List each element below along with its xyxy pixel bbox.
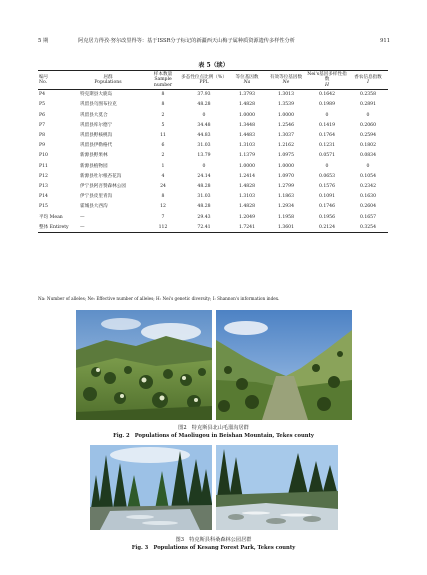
- table-cell: 1.0000: [277, 112, 295, 118]
- table-cell: P10: [39, 153, 48, 159]
- table-cell: 112: [146, 222, 180, 233]
- table-cell: 巩留县野核桃沟: [80, 133, 113, 139]
- table-cell: 72.41: [180, 222, 228, 233]
- table-cell: 1.2546: [277, 122, 295, 128]
- col-header-no: 编号 No.: [38, 71, 70, 90]
- table-cell: 1.0000: [277, 163, 295, 169]
- table-cell: 0.0571: [318, 153, 336, 159]
- table-row: [38, 212, 388, 222]
- table-row: [38, 100, 388, 110]
- table-cell: 0.2594: [359, 133, 377, 139]
- table-cell: 0.2604: [359, 204, 377, 210]
- table-cell: 1.3539: [277, 102, 295, 108]
- table-cell: P15: [39, 204, 48, 210]
- table-cell: 巩留县库尔德宁: [80, 122, 113, 128]
- table-cell: 37.93: [197, 92, 211, 98]
- table-cell: 0.2060: [359, 122, 377, 128]
- table-caption: 表 5（续）: [198, 62, 229, 69]
- table-cell: 巩留县乌图布拉克: [80, 102, 117, 108]
- table-cell: 0.1630: [359, 194, 377, 200]
- table-row: [38, 161, 388, 171]
- table-cell: 1.2049: [238, 214, 256, 220]
- table-cell: 48.28: [197, 204, 211, 210]
- figure-2-caption-cn: 图2 特克斯县北山毛溜沟居群: [178, 425, 249, 431]
- table-cell: 特克斯县大鹿岛: [80, 92, 113, 98]
- table-cell: 44.83: [197, 133, 211, 139]
- table-cell: 1.4483: [238, 133, 256, 139]
- table-row: [38, 151, 388, 161]
- table-cell: 2: [161, 153, 165, 159]
- table-cell: P5: [39, 102, 46, 108]
- table-cell: 1.3037: [277, 133, 295, 139]
- table-cell: 整体 Entirety: [38, 222, 70, 233]
- table-cell: 1.3103: [238, 143, 256, 149]
- table-cell: 24: [160, 183, 166, 189]
- table-cell: 0.1642: [318, 92, 336, 98]
- table-row: [38, 89, 388, 100]
- issue-number: 5 期: [38, 38, 49, 44]
- table-cell: 0.1231: [318, 143, 336, 149]
- table-cell: P6: [39, 112, 46, 118]
- page-number: 911: [380, 38, 390, 44]
- table-cell: 0.0834: [359, 153, 377, 159]
- table-cell: 6: [161, 143, 165, 149]
- table-cell: 0.1989: [318, 102, 336, 108]
- table-cell: P7: [39, 122, 46, 128]
- photo-maoliugou-left: [76, 310, 212, 420]
- table-cell: —: [70, 222, 146, 233]
- table-cell: 1.2414: [238, 173, 256, 179]
- table-cell: 4: [161, 173, 165, 179]
- table-cell: 8: [161, 194, 165, 200]
- table-cell: 0: [202, 163, 206, 169]
- table-cell: 巩留县大莫合: [80, 112, 108, 118]
- table-cell: 0.2124: [306, 222, 348, 233]
- table-cell: 29.43: [197, 214, 211, 220]
- table-cell: —: [80, 214, 85, 220]
- table-footnote: Na: Number of alleles; Ne: Effective number of alleles; H: Nei's genetic diversity; I: Shannon's information index.: [38, 296, 280, 301]
- table-cell: 48.28: [197, 102, 211, 108]
- table-cell: 新源县吐尔根杏花沟: [80, 173, 122, 179]
- table-cell: 11: [160, 133, 166, 139]
- table-row: [38, 141, 388, 151]
- table-cell: 1.3013: [277, 92, 295, 98]
- table-cell: 1.0970: [277, 173, 295, 179]
- table-cell: 1.0000: [238, 163, 256, 169]
- table-cell: 1.4828: [238, 183, 256, 189]
- running-header: [38, 36, 390, 46]
- col-header-population: 居群 Populations: [70, 71, 146, 90]
- table-row: [38, 192, 388, 202]
- table-row: [38, 131, 388, 141]
- col-header-i: 香农信息指数 I: [348, 71, 388, 90]
- table-cell: 2: [161, 112, 165, 118]
- table-cell: P14: [39, 194, 48, 200]
- table-cell: 1.3793: [238, 92, 256, 98]
- table-cell: 0.1576: [318, 183, 336, 189]
- table-row: [38, 222, 388, 233]
- table-cell: 34.48: [197, 122, 211, 128]
- table-cell: 0: [325, 112, 329, 118]
- table-cell: 31.03: [197, 143, 211, 149]
- photo-kesang-left: [90, 445, 212, 530]
- col-header-sample: 样本数量 Sample number: [146, 71, 180, 90]
- photo-maoliugou-right: [216, 310, 352, 420]
- table-cell: 新源县植物园: [80, 163, 108, 169]
- table-cell: 0.1091: [318, 194, 336, 200]
- table-cell: P11: [39, 163, 48, 169]
- table-cell: 0.2891: [359, 102, 377, 108]
- table-cell: 0.2358: [359, 92, 377, 98]
- table-cell: 伊宁县阿吾赞森林公园: [80, 183, 126, 189]
- table-cell: 0.1657: [359, 214, 377, 220]
- table-cell: 1.3103: [238, 194, 256, 200]
- table-cell: 0.1956: [318, 214, 336, 220]
- table-row: [38, 202, 388, 212]
- table-cell: 1.4828: [238, 204, 256, 210]
- figure-3-caption-cn: 图3 特克斯县科桑森林公园居群: [175, 537, 252, 543]
- table-cell: 48.28: [197, 183, 211, 189]
- table-cell: 0: [366, 112, 370, 118]
- table-cell: 平均 Mean: [39, 214, 63, 220]
- table-cell: 1.1379: [238, 153, 256, 159]
- col-header-na: 等位基因数 Na: [228, 71, 266, 90]
- table-cell: 1.2934: [277, 204, 295, 210]
- table-cell: 5: [161, 122, 165, 128]
- table-cell: 0.1054: [359, 173, 377, 179]
- table-cell: 1: [161, 163, 165, 169]
- table-cell: 0.1764: [318, 133, 336, 139]
- table-cell: 0: [366, 163, 370, 169]
- table-cell: 1.7241: [228, 222, 266, 233]
- table-row: [38, 120, 388, 130]
- table-row: [38, 171, 388, 181]
- table-cell: 0.1419: [318, 122, 336, 128]
- table-cell: 7: [161, 214, 165, 220]
- table-cell: 1.4828: [238, 102, 256, 108]
- table-cell: 0: [202, 112, 206, 118]
- photo-kesang-right: [216, 445, 338, 530]
- table-body: [38, 89, 388, 233]
- table-cell: 霍城县大西沟: [80, 204, 108, 210]
- table-cell: P13: [39, 183, 48, 189]
- table-cell: 12: [160, 204, 166, 210]
- table-cell: 0.0653: [318, 173, 336, 179]
- table-cell: 8: [161, 102, 165, 108]
- table-cell: 0: [325, 163, 329, 169]
- table-cell: 1.2162: [277, 143, 295, 149]
- table-cell: 13.79: [197, 153, 211, 159]
- table-cell: P12: [39, 173, 48, 179]
- col-header-ne: 有效等位基因数 Ne: [266, 71, 306, 90]
- running-title: 阿克居力得孜·努尔改里得等：基于ISSR分子标记的新疆西天山梅子属种质资源遗传多样性分析: [78, 38, 295, 44]
- table-cell: 1.0000: [238, 112, 256, 118]
- table-cell: 0.3254: [348, 222, 388, 233]
- table-cell: 24.14: [197, 173, 211, 179]
- table-row: [38, 182, 388, 192]
- col-header-ppl: 多态性位点比例（%） PPL: [180, 71, 228, 90]
- table-cell: 0.1802: [359, 143, 377, 149]
- table-cell: 0.1746: [318, 204, 336, 210]
- table-cell: 1.1863: [277, 194, 295, 200]
- table-cell: 1.3448: [238, 122, 256, 128]
- table-cell: P4: [39, 92, 46, 98]
- figure-2-caption-en: Fig. 2 Populations of Maoliugou in Beishan Mountain, Tekes county: [113, 433, 314, 439]
- table-cell: 1.0975: [277, 153, 295, 159]
- table-cell: P8: [39, 133, 46, 139]
- table-cell: 伊宁县皮里青沟: [80, 194, 113, 200]
- table-cell: 新源县野果林: [80, 153, 108, 159]
- table-cell: 1.3601: [266, 222, 306, 233]
- col-header-h: Nei's基因多样性指数 H: [307, 72, 347, 88]
- table-cell: 1.1958: [277, 214, 295, 220]
- table-row: [38, 110, 388, 120]
- table-cell: 巩留县伊勒格代: [80, 143, 113, 149]
- table-cell: 0.2342: [359, 183, 377, 189]
- table-cell: 8: [161, 92, 165, 98]
- figure-3-caption-en: Fig. 3 Populations of Kesang Forest Park, Tekes county: [131, 545, 296, 551]
- table-cell: P9: [39, 143, 46, 149]
- table-cell: 1.2799: [277, 183, 295, 189]
- diversity-table: [38, 70, 388, 233]
- table-cell: 31.03: [197, 194, 211, 200]
